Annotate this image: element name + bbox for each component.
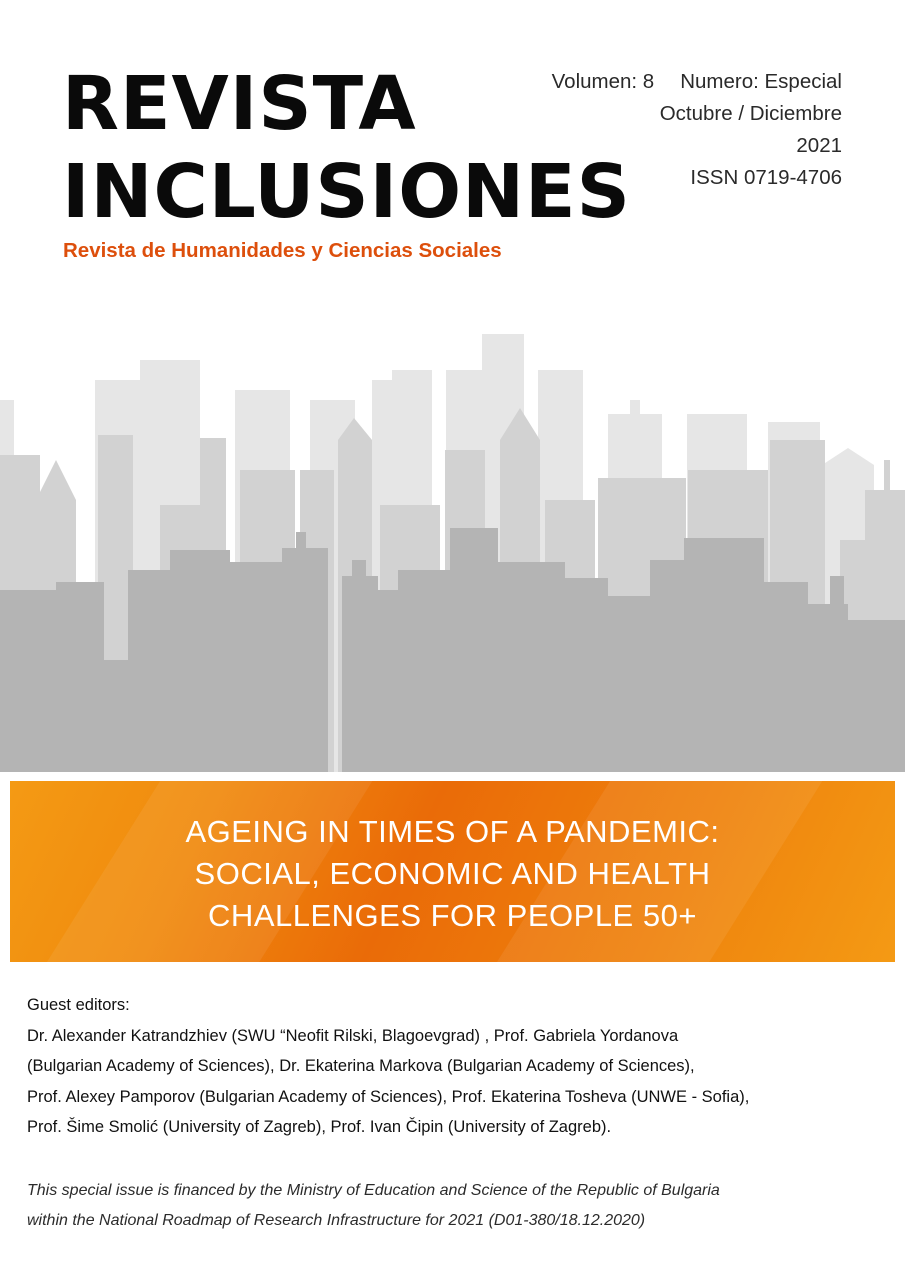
banner-title-line3: CHALLENGES FOR PEOPLE 50+ (208, 898, 697, 933)
guest-editors-section (27, 990, 887, 1143)
banner-title-line1: AGEING IN TIMES OF A PANDEMIC: (185, 814, 720, 849)
guest-editors-line: Prof. Šime Smolić (University of Zagreb), Prof. Ivan Čipin (University of Zagreb). (27, 1118, 612, 1136)
special-issue-title (10, 811, 895, 937)
journal-title-line2: INCLUSIONES (62, 149, 631, 235)
year-label: 2021 (796, 134, 842, 157)
guest-editors-line: Prof. Alexey Pamporov (Bulgarian Academy of Sciences), Prof. Ekaterina Tosheva (UNWE - Sofia), (27, 1087, 750, 1106)
funding-note-line2: within the National Roadmap of Research Infrastructure for 2021 (D01-380/18.12.2020) (27, 1212, 646, 1229)
issue-info (552, 66, 842, 194)
funding-note-line1: This special issue is financed by the Ministry of Education and Science of the Republic of Bulgaria (27, 1182, 720, 1199)
issn-label: ISSN 0719-4706 (690, 166, 842, 189)
guest-editors-heading: Guest editors: (27, 996, 130, 1014)
guest-editors-line: Dr. Alexander Katrandzhiev (SWU “Neofit Rilski, Blagoevgrad) , Prof. Gabriela Yordanova (27, 1026, 679, 1045)
special-issue-banner (10, 781, 895, 962)
guest-editors-line: (Bulgarian Academy of Sciences), Dr. Ekaterina Markova (Bulgarian Academy of Sciences), (27, 1057, 695, 1075)
period-label: Octubre / Diciembre (659, 102, 842, 125)
journal-title-line1: REVISTA (62, 61, 417, 147)
city-skyline-illustration (0, 320, 905, 772)
volume-label: Volumen: 8 (551, 70, 655, 93)
journal-subtitle: Revista de Humanidades y Ciencias Sociales (63, 239, 502, 262)
number-label: Numero: Especial (680, 70, 842, 93)
funding-note (27, 1176, 887, 1236)
journal-title (62, 60, 631, 236)
banner-title-line2: SOCIAL, ECONOMIC AND HEALTH (194, 856, 711, 891)
